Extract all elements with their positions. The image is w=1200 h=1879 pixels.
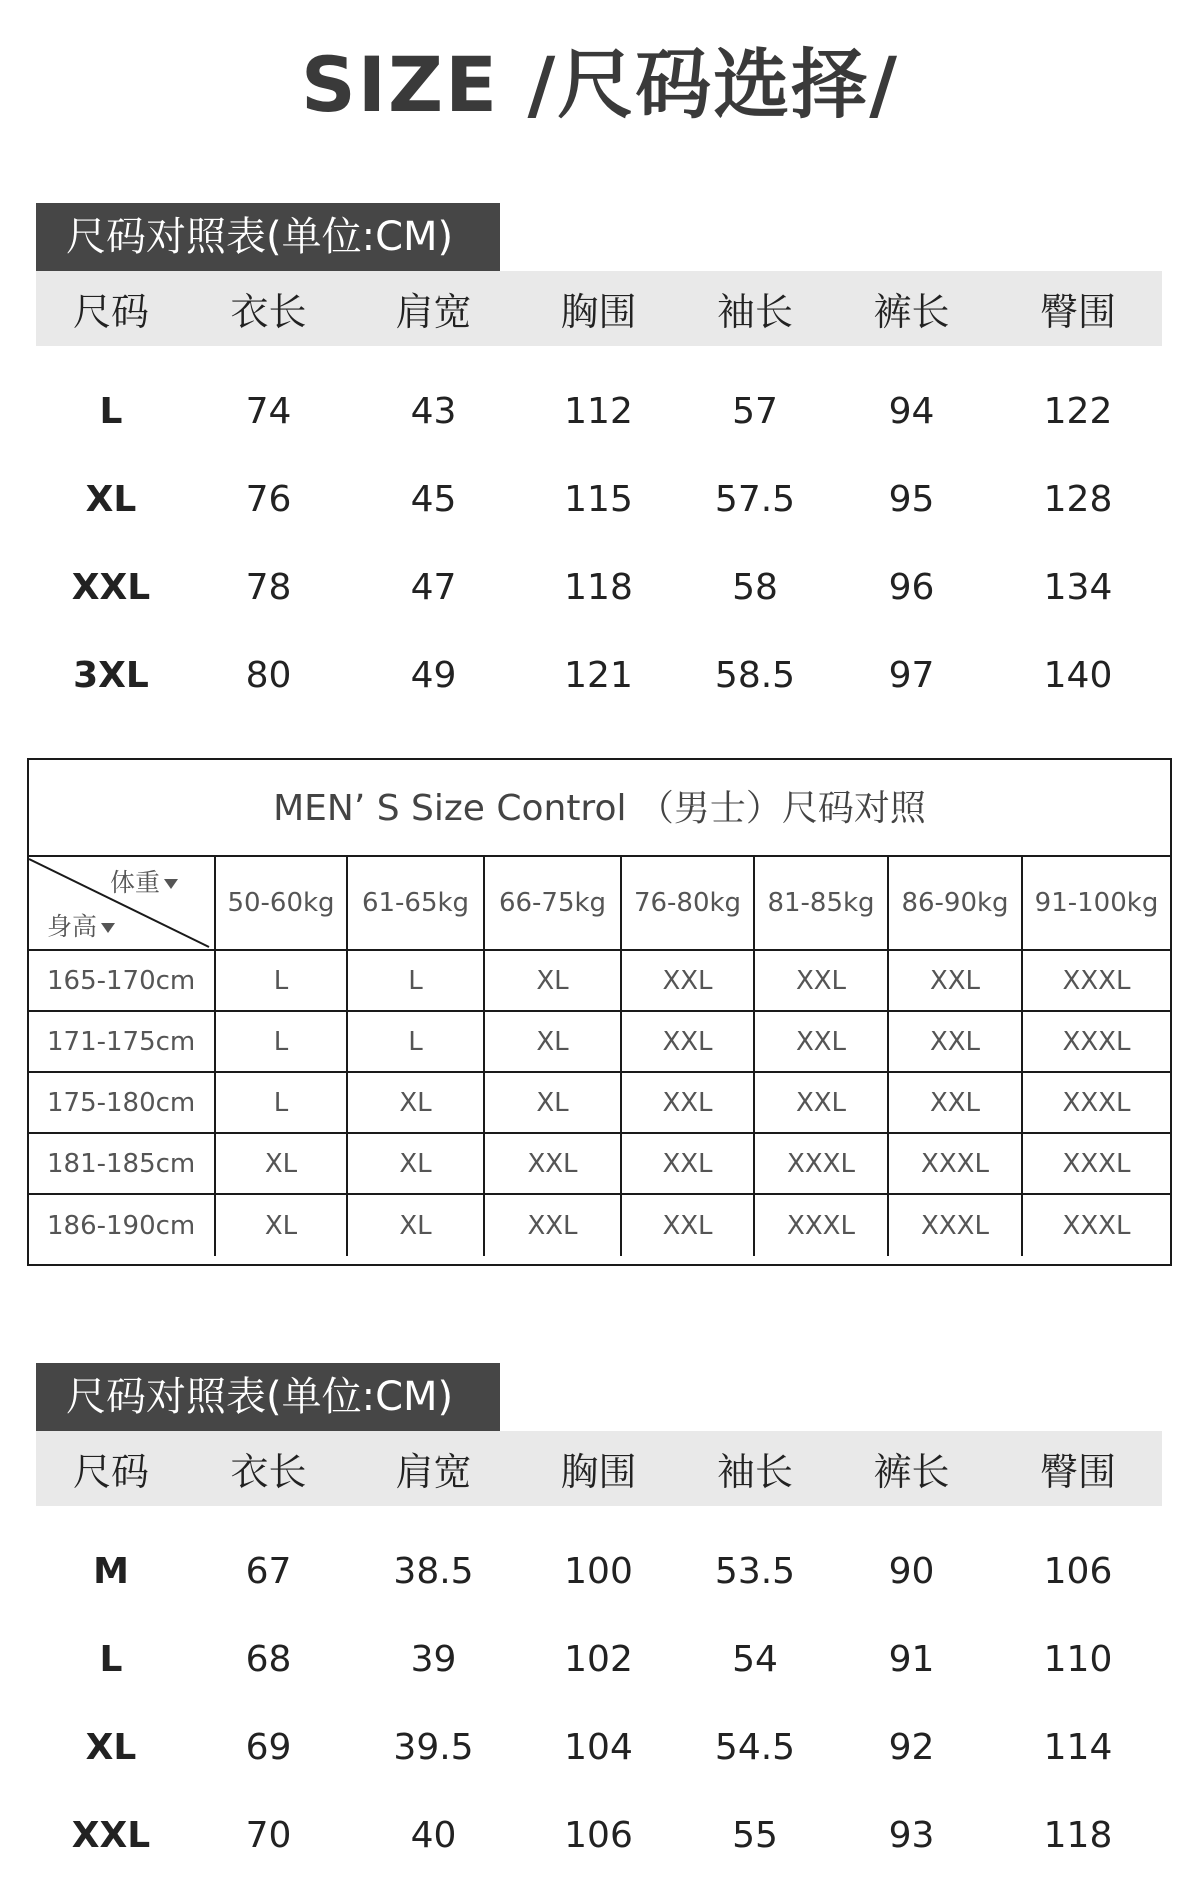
header-hip: 臀围: [1039, 1450, 1116, 1494]
triangle-down-icon: [101, 923, 115, 933]
table-cell: XXL: [483, 1134, 620, 1193]
table-cell: 121: [564, 654, 633, 696]
table-cell: L: [214, 1012, 346, 1071]
table-cell: 80: [245, 654, 292, 696]
table-cell: 122: [1043, 390, 1113, 432]
table-row: [29, 1073, 1170, 1134]
table-cell: XL: [346, 1134, 483, 1193]
table-cell: L: [214, 951, 346, 1010]
header-pants-length: 裤长: [873, 290, 950, 334]
table-cell: 95: [888, 478, 935, 520]
table-row: [29, 1134, 1170, 1195]
corner-height-label: 身高: [47, 907, 115, 943]
table-cell: XXL: [620, 1073, 753, 1132]
table-cell: L: [99, 390, 123, 432]
table-cell: 140: [1043, 654, 1113, 696]
table-cell: 118: [564, 566, 633, 608]
table-cell: L: [346, 951, 483, 1010]
header-hip: 臀围: [1039, 290, 1116, 334]
table-cell: M: [93, 1550, 129, 1592]
table-cell: XXL: [620, 1195, 753, 1256]
table-row: [36, 1615, 1162, 1703]
size-table-1: [36, 203, 1162, 719]
table-row: [36, 1791, 1162, 1879]
table-row: [36, 455, 1162, 543]
table-cell: XXL: [620, 1012, 753, 1071]
size-table-tag: 尺码对照表(单位:CM): [36, 1363, 500, 1431]
height-label: 171-175cm: [47, 1026, 196, 1057]
table-row: [36, 1703, 1162, 1791]
table-cell: XL: [85, 1726, 137, 1768]
table-cell: XXXL: [1021, 951, 1170, 1010]
table-cell: 54.5: [714, 1726, 796, 1768]
header-shoulder: 肩宽: [395, 1450, 472, 1494]
page-title: SIZE /尺码选择/: [300, 40, 899, 129]
table-cell: 55: [732, 1814, 778, 1856]
header-length: 衣长: [230, 1450, 307, 1494]
table-cell: XL: [483, 1012, 620, 1071]
mens-size-control-table: [27, 758, 1172, 1266]
table-row: [36, 543, 1162, 631]
header-chest: 胸围: [560, 290, 637, 334]
table-row: [36, 1527, 1162, 1615]
table-cell: 106: [1043, 1550, 1113, 1592]
size-table-tag: 尺码对照表(单位:CM): [36, 203, 500, 271]
table-cell: XL: [214, 1134, 346, 1193]
table-cell: XXL: [620, 1134, 753, 1193]
table-cell: XXL: [620, 951, 753, 1010]
table-cell: 57.5: [714, 478, 796, 520]
header-sleeve: 袖长: [716, 290, 793, 334]
table-cell: L: [99, 1638, 123, 1680]
table-cell: 96: [888, 566, 935, 608]
corner-weight-label: 体重: [110, 863, 178, 899]
table-cell: 112: [564, 390, 633, 432]
table-cell: XXL: [753, 1012, 887, 1071]
table-cell: 70: [245, 1814, 292, 1856]
triangle-down-icon: [164, 879, 178, 889]
table-cell: 69: [245, 1726, 292, 1768]
table-cell: XXL: [483, 1195, 620, 1256]
header-size: 尺码: [72, 1450, 149, 1494]
table-cell: L: [346, 1012, 483, 1071]
header-pants-length: 裤长: [873, 1450, 950, 1494]
height-label: 175-180cm: [47, 1087, 196, 1118]
size-table-header: [36, 271, 1162, 346]
table-cell: XXXL: [887, 1195, 1021, 1256]
weight-header: 91-100kg: [1021, 857, 1170, 949]
table-cell: 76: [245, 478, 292, 520]
weight-header: 86-90kg: [887, 857, 1021, 949]
table-cell: 100: [564, 1550, 633, 1592]
table-cell: XL: [214, 1195, 346, 1256]
header-size: 尺码: [72, 290, 149, 334]
table-cell: XXXL: [887, 1134, 1021, 1193]
table-cell: XXL: [887, 1012, 1021, 1071]
table-row: [36, 631, 1162, 719]
table-row: [36, 367, 1162, 455]
table-cell: XL: [346, 1073, 483, 1132]
table-cell: 58: [732, 566, 778, 608]
height-label: 165-170cm: [47, 965, 196, 996]
table-cell: 106: [564, 1814, 633, 1856]
header-length: 衣长: [230, 290, 307, 334]
height-label: 186-190cm: [47, 1210, 196, 1241]
table-cell: 90: [888, 1550, 935, 1592]
table-cell: XL: [85, 478, 137, 520]
table-cell: 91: [888, 1638, 935, 1680]
weight-header: 61-65kg: [346, 857, 483, 949]
table-cell: 54: [732, 1638, 778, 1680]
table-cell: 110: [1043, 1638, 1113, 1680]
table-cell: XXL: [887, 1073, 1021, 1132]
table-cell: 58.5: [714, 654, 796, 696]
table-cell: 102: [564, 1638, 633, 1680]
table-cell: 39.5: [393, 1726, 474, 1768]
table-cell: 53.5: [714, 1550, 796, 1592]
table-cell: 39: [410, 1638, 457, 1680]
weight-header: 81-85kg: [753, 857, 887, 949]
header-sleeve: 袖长: [716, 1450, 793, 1494]
table-cell: XL: [483, 1073, 620, 1132]
table-cell: 92: [888, 1726, 935, 1768]
table-cell: XXXL: [1021, 1073, 1170, 1132]
table-cell: XXL: [753, 951, 887, 1010]
table-cell: 49: [410, 654, 457, 696]
table-cell: 78: [245, 566, 292, 608]
table-cell: 104: [564, 1726, 633, 1768]
table-cell: 128: [1043, 478, 1113, 520]
table-cell: 38.5: [393, 1550, 474, 1592]
table-cell: 118: [1043, 1814, 1113, 1856]
table-cell: 114: [1043, 1726, 1113, 1768]
table-cell: XXXL: [1021, 1134, 1170, 1193]
corner-cell: [29, 857, 214, 949]
grid-header-row: [29, 857, 1170, 951]
table-cell: 74: [245, 390, 292, 432]
table-cell: 57: [732, 390, 778, 432]
control-title: MEN’ S Size Control （男士）尺码对照: [29, 760, 1170, 857]
table-cell: XXL: [753, 1073, 887, 1132]
size-table-2: [36, 1363, 1162, 1879]
table-cell: 93: [888, 1814, 935, 1856]
header-shoulder: 肩宽: [395, 290, 472, 334]
table-cell: XXL: [887, 951, 1021, 1010]
table-cell: XXXL: [753, 1195, 887, 1256]
table-cell: 43: [410, 390, 457, 432]
table-cell: 45: [410, 478, 457, 520]
table-cell: 68: [245, 1638, 292, 1680]
header-chest: 胸围: [560, 1450, 637, 1494]
weight-header: 66-75kg: [483, 857, 620, 949]
table-cell: 134: [1043, 566, 1113, 608]
table-cell: 115: [564, 478, 633, 520]
weight-header: 76-80kg: [620, 857, 753, 949]
table-cell: 97: [888, 654, 935, 696]
weight-header: 50-60kg: [214, 857, 346, 949]
table-cell: XXL: [71, 1814, 151, 1856]
table-cell: XXXL: [753, 1134, 887, 1193]
size-table-header: [36, 1431, 1162, 1506]
table-cell: XXXL: [1021, 1195, 1170, 1256]
table-row: [29, 1012, 1170, 1073]
table-row: [29, 951, 1170, 1012]
table-cell: XL: [346, 1195, 483, 1256]
table-cell: L: [214, 1073, 346, 1132]
table-cell: XL: [483, 951, 620, 1010]
table-cell: XXXL: [1021, 1012, 1170, 1071]
table-cell: 47: [410, 566, 457, 608]
table-row: [29, 1195, 1170, 1256]
table-cell: XXL: [71, 566, 151, 608]
table-cell: 3XL: [73, 654, 149, 696]
height-label: 181-185cm: [47, 1148, 196, 1179]
table-cell: 67: [245, 1550, 292, 1592]
table-cell: 40: [410, 1814, 457, 1856]
table-cell: 94: [888, 390, 935, 432]
